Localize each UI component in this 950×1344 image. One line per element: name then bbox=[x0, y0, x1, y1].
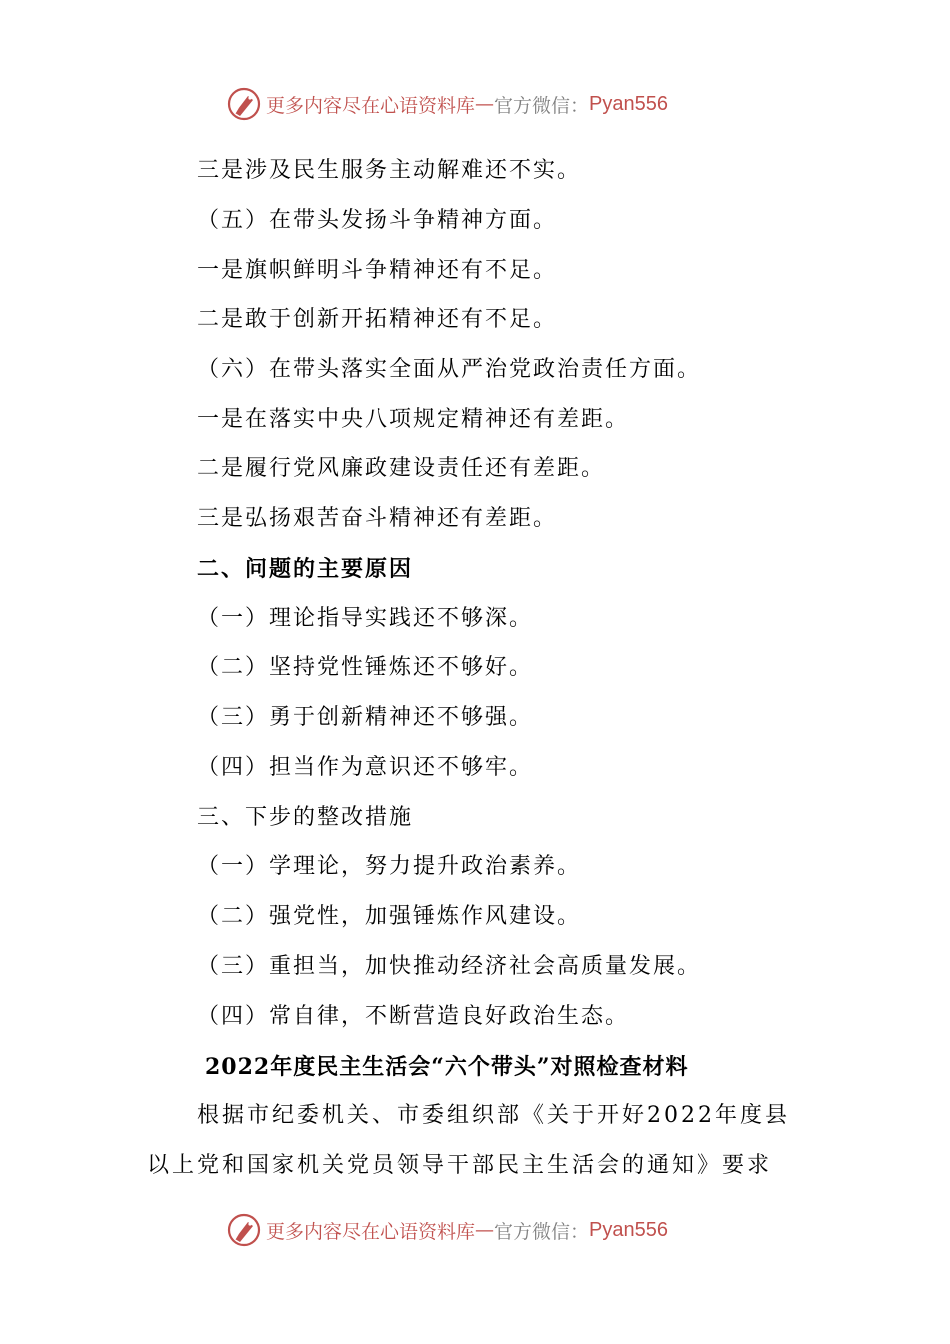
watermark-wechat-label: 官方微信： bbox=[494, 94, 590, 117]
chapter-heading: 三、下步的整改措施 bbox=[197, 805, 414, 830]
section-heading: （六）在带头落实全面从严治党政治责任方面。 bbox=[197, 357, 702, 382]
text-line: 二是履行党风廉政建设责任还有差距。 bbox=[197, 456, 606, 481]
pen-nib-icon bbox=[226, 86, 262, 122]
list-item: （四）常自律，不断营造良好政治生态。 bbox=[197, 1004, 630, 1029]
watermark-dash: — bbox=[475, 93, 495, 115]
list-item: （三）勇于创新精神还不够强。 bbox=[197, 705, 534, 730]
chapter-heading: 二、问题的主要原因 bbox=[197, 556, 414, 582]
watermark-wechat-id: Pyan556 bbox=[589, 1218, 668, 1241]
watermark-wechat-id: Pyan556 bbox=[589, 92, 668, 115]
list-item: （二）强党性，加强锤炼作风建设。 bbox=[197, 904, 582, 929]
list-item: （三）重担当，加快推动经济社会高质量发展。 bbox=[197, 954, 702, 979]
text-line: 一是旗帜鲜明斗争精神还有不足。 bbox=[197, 258, 558, 283]
body-paragraph-line: 根据市纪委机关、市委组织部《关于开好2022年度县 bbox=[197, 1103, 790, 1128]
section-heading: （五）在带头发扬斗争精神方面。 bbox=[197, 208, 558, 233]
text-line: 三是弘扬艰苦奋斗精神还有差距。 bbox=[197, 506, 558, 531]
list-item: （四）担当作为意识还不够牢。 bbox=[197, 755, 534, 780]
watermark-header bbox=[226, 84, 668, 124]
pen-nib-icon bbox=[226, 1212, 262, 1248]
watermark-wechat-label: 官方微信： bbox=[494, 1220, 590, 1243]
list-item: （一）学理论，努力提升政治素养。 bbox=[197, 854, 582, 879]
watermark-footer bbox=[226, 1210, 668, 1250]
watermark-dash: — bbox=[475, 1219, 495, 1241]
document-title: 2022年度民主生活会“六个带头”对照检查材料 bbox=[205, 1054, 689, 1080]
body-paragraph-line: 以上党和国家机关党员领导干部民主生活会的通知》要求 bbox=[147, 1153, 773, 1178]
text-line: 三是涉及民生服务主动解难还不实。 bbox=[197, 158, 582, 183]
text-line: 一是在落实中央八项规定精神还有差距。 bbox=[197, 407, 630, 432]
watermark-main-text: 更多内容尽在心语资料库 bbox=[266, 94, 476, 117]
text-line: 二是敢于创新开拓精神还有不足。 bbox=[197, 307, 558, 332]
watermark-main-text: 更多内容尽在心语资料库 bbox=[266, 1220, 476, 1243]
list-item: （一）理论指导实践还不够深。 bbox=[197, 606, 534, 631]
list-item: （二）坚持党性锤炼还不够好。 bbox=[197, 655, 534, 680]
